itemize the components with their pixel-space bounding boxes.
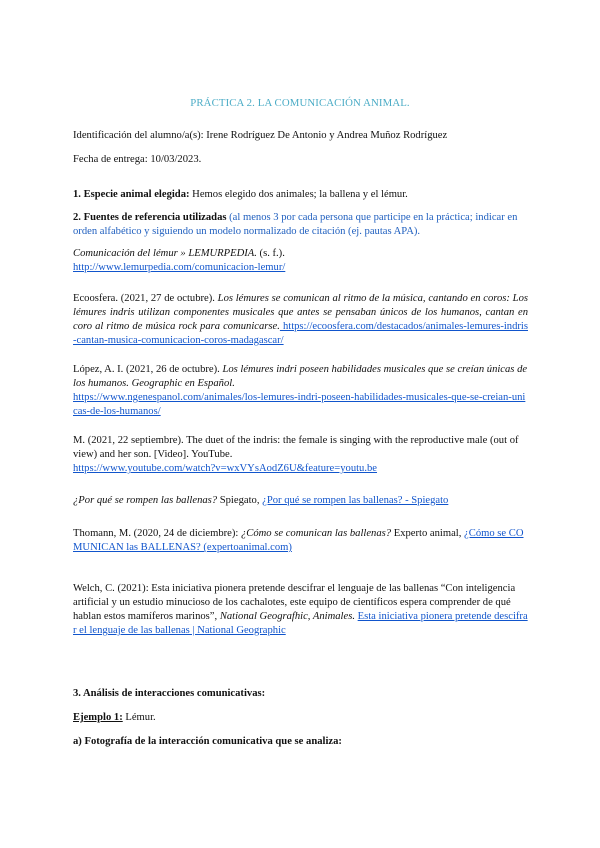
document-title: PRÁCTICA 2. LA COMUNICACIÓN ANIMAL. — [190, 97, 410, 109]
reference-author: Thomann, M. (2020, 24 de diciembre): — [73, 528, 241, 539]
reference-link-lemurpedia[interactable]: http://www.lemurpedia.com/comunicacion-lemur/ — [73, 262, 286, 273]
reference-source: Experto animal, — [391, 528, 465, 539]
reference-link-youtube[interactable]: https://www.youtube.com/watch?v=wxVYsAodZ6U&feature=youtu.be — [73, 463, 378, 474]
reference-source: Spiegato, — [217, 495, 263, 506]
reference-title: ¿Por qué se rompen las ballenas? — [73, 495, 218, 506]
sub-a-photo-label: a) Fotografía de la interacción comunicativa que se analiza: — [73, 736, 342, 747]
reference-lemurpedia — [73, 247, 528, 275]
student-id-line: Identificación del alumno/a(s): Irene Rodríguez De Antonio y Andrea Muñoz Rodríguez — [73, 130, 448, 141]
reference-link-spiegato[interactable]: ¿Por qué se rompen las ballenas? - Spiegato — [262, 495, 449, 506]
section-1-text: Hemos elegido dos animales; la ballena y el lémur. — [189, 189, 408, 200]
reference-title: Los lémures se comunican al ritmo de la música, cantando en coros: Los lémures indris utilizan componentes musicales que antes se pensaban únicos de los humanos, cantan en coro al ritmo de música rock para comunicarse. — [73, 293, 528, 332]
example-1-text: Lémur. — [122, 712, 156, 723]
reference-ecoosfera — [73, 292, 528, 348]
reference-link-national-geographic[interactable]: Esta iniciativa pionera pretende descifrar el lenguaje de las ballenas | National Geographic — [73, 611, 528, 636]
section-1-label: 1. Especie animal elegida: — [73, 189, 190, 200]
reference-expertoanimal — [73, 527, 528, 555]
reference-spiegato — [73, 494, 528, 508]
reference-title: Los lémures indri poseen habilidades musicales que se creían únicas de los humanos. Geographic en Español. — [73, 364, 528, 389]
reference-link-ngenespanol[interactable]: https://www.ngenespanol.com/animales/los-lemures-indri-poseen-habilidades-musicales-que-se-creian-unicas-de-los-humanos/ — [73, 392, 526, 417]
reference-title: National Geografhic, Animales. — [219, 611, 355, 622]
section-2-label: 2. Fuentes de referencia utilizadas — [73, 212, 227, 223]
reference-link-expertoanimal[interactable]: ¿Cómo se COMUNICAN las BALLENAS? (expertoanimal.com) — [73, 528, 524, 553]
reference-youtube — [73, 434, 528, 476]
delivery-date-line: Fecha de entrega: 10/03/2023. — [73, 154, 202, 165]
section-2-note: (al menos 3 por cada persona que participe en la práctica; indicar en orden alfabético y siguiendo un modelo normalizado de citación (ej. pautas APA). — [73, 212, 518, 237]
section-3-label: 3. Análisis de interacciones comunicativas: — [73, 688, 266, 699]
reference-ngenespanol — [73, 363, 528, 419]
section-2-sources — [73, 211, 528, 239]
reference-national-geographic — [73, 582, 528, 638]
section-1-species — [73, 188, 528, 202]
example-1-label: Ejemplo 1: — [73, 712, 123, 723]
reference-link-ecoosfera[interactable]: https://ecoosfera.com/destacados/animales-lemures-indris-cantan-musica-comunicacion-coros-madagascar/ — [73, 321, 528, 346]
reference-title: Comunicación del lémur » LEMURPEDIA. — [73, 248, 257, 259]
reference-author: M. (2021, 22 septiembre). The duet of the indris: the female is singing with the reproductive male (out of view) and her son. [Video]. YouTube. — [73, 435, 519, 460]
reference-title: ¿Cómo se comunican las ballenas? — [241, 528, 392, 539]
reference-author: Welch, C. (2021): Esta iniciativa pionera pretende descifrar el lenguaje de las ballenas “Con inteligencia artificial y un estudio minucioso de los cachalotes, este equipo de científicos espera comprender de qué hablan estos mamíferos marinos”, — [73, 583, 516, 622]
example-1 — [73, 711, 528, 725]
reference-date: (s. f.). — [256, 248, 285, 259]
reference-author: Ecoosfera. (2021, 27 de octubre). — [73, 293, 218, 304]
reference-author: López, A. I. (2021, 26 de octubre). — [73, 364, 223, 375]
